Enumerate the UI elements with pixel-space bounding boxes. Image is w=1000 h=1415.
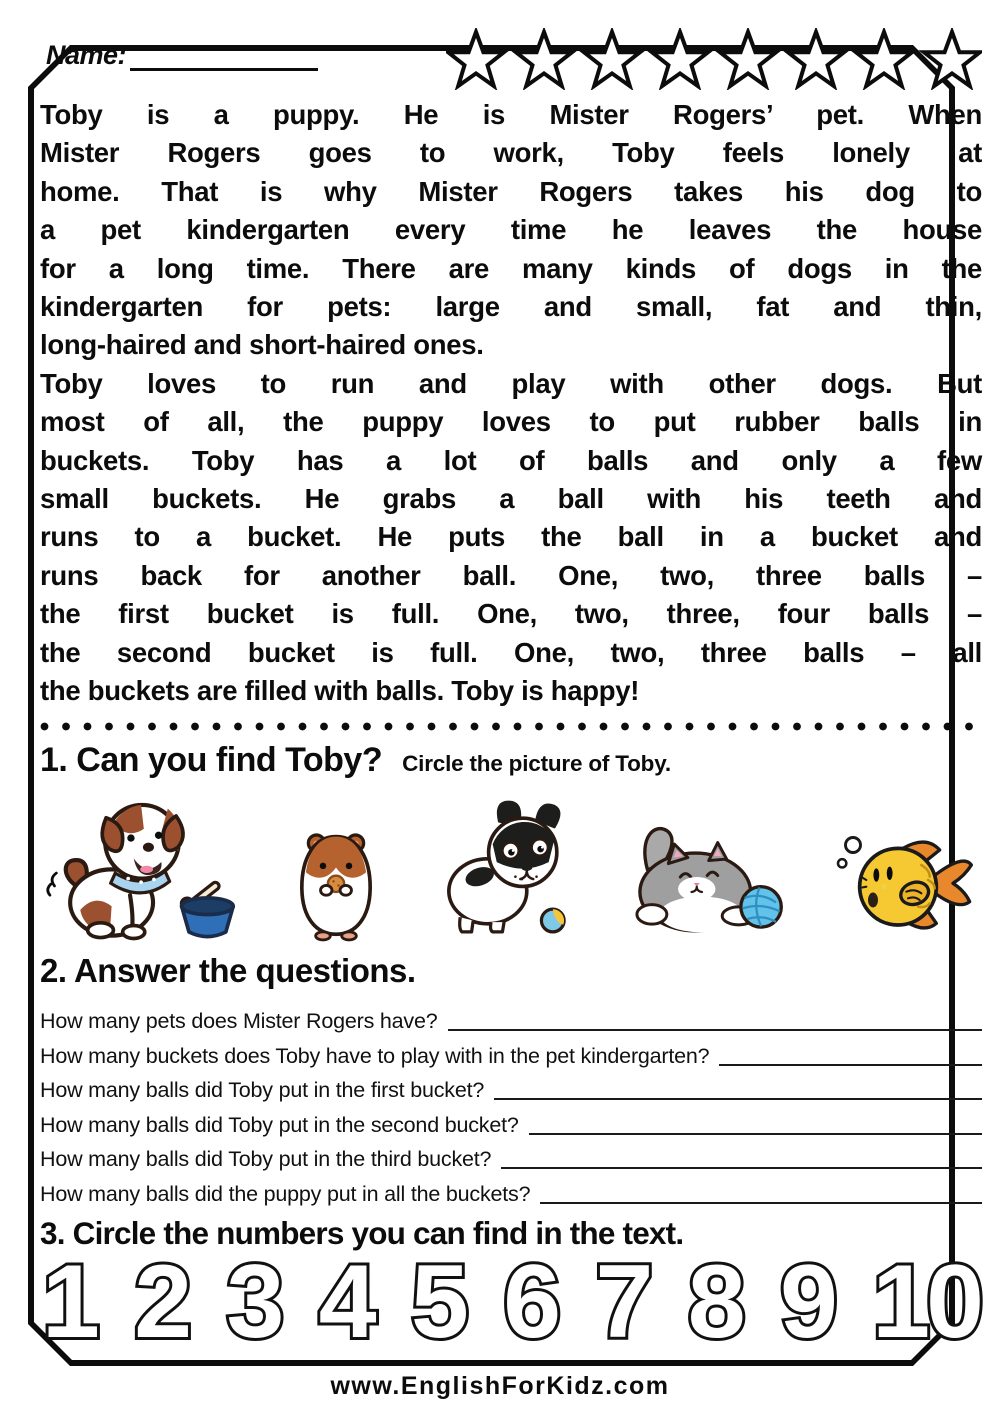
star-icon[interactable] [448,32,504,86]
story-paragraph-2 [40,365,982,711]
story-line: Toby loves to run and play with other dogs. But [40,367,982,399]
pet-option-hamster[interactable] [284,822,388,944]
french-bulldog-icon [431,798,569,944]
pet-option-cat[interactable] [613,816,785,944]
story-line: home. That is why Mister Rogers takes his dog to [40,175,982,207]
answer-blank-line[interactable] [719,1064,982,1066]
name-input-line[interactable] [130,41,318,71]
story-line: the second bucket is full. One, two, three balls – all [40,636,982,668]
name-label: Name: [46,40,127,70]
circle-number[interactable]: 2 [134,1243,189,1360]
pet-option-puppy[interactable] [44,792,240,944]
answer-blank-line[interactable] [494,1098,982,1100]
question-text: How many balls did Toby put in the third bucket? [40,1147,492,1171]
puppy-icon [44,792,240,944]
name-field [46,40,318,71]
circle-number[interactable]: 8 [687,1243,742,1360]
circle-number[interactable]: 7 [595,1243,650,1360]
star-icon[interactable] [584,32,640,86]
question-row [40,1034,982,1069]
star-icon[interactable] [720,32,776,86]
question-row [40,1172,982,1207]
question-row [40,1069,982,1104]
dotted-separator [40,722,980,731]
story-line: Mister Rogers goes to work, Toby feels lonely at [40,137,982,169]
story-line: buckets. Toby has a lot of balls and only a few [40,444,982,476]
circle-number[interactable]: 6 [503,1243,558,1360]
cat-icon [613,816,785,944]
questions-list [40,1000,982,1207]
story-line: most of all, the puppy loves to put rubber balls in [40,406,982,438]
pet-option-fish[interactable] [828,826,978,944]
circle-number[interactable]: 10 [872,1243,980,1360]
answer-blank-line[interactable] [529,1133,982,1135]
story-line: kindergarten for pets: large and small, fat and thin, [40,291,982,323]
pet-options-row [40,786,982,944]
question-row [40,1103,982,1138]
circle-number[interactable]: 3 [226,1243,281,1360]
question-text: How many balls did Toby put in the first bucket? [40,1078,485,1102]
hamster-icon [284,822,388,944]
question-text: How many pets does Mister Rogers have? [40,1009,438,1033]
story-line: the buckets are filled with balls. Toby is happy! [40,675,640,707]
rating-stars [446,28,982,90]
story-paragraph-1 [40,96,982,365]
story-line: for a long time. There are many kinds of dogs in the [40,252,982,284]
story-line: the first bucket is full. One, two, three, four balls – [40,598,982,630]
pet-option-french-bulldog[interactable] [431,798,569,944]
section1-heading [40,741,982,780]
story-line: a pet kindergarten every time he leaves the house [40,214,982,246]
question-text: How many buckets does Toby have to play with in the pet kindergarten? [40,1043,710,1068]
star-row-icon [446,28,982,90]
story-line: long-haired and short-haired ones. [40,329,484,361]
question-row [40,1138,982,1173]
section1-instruction: Circle the picture of Toby. [402,750,671,776]
answer-blank-line[interactable] [501,1167,982,1169]
question-row [40,1000,982,1035]
star-icon[interactable] [856,32,912,86]
section2-title: 2. Answer the questions. [40,951,416,989]
story-line: small buckets. He grabs a ball with his teeth and [40,483,982,515]
fish-icon [828,826,978,944]
numbers-row [40,1243,982,1360]
story-line: runs to a bucket. He puts the ball in a bucket and [40,521,982,553]
story-line: Toby is a puppy. He is Mister Rogers’ pet. When [40,99,982,130]
question-text: How many balls did Toby put in the second bucket? [40,1112,519,1137]
star-icon[interactable] [516,32,572,86]
star-icon[interactable] [652,32,708,86]
star-icon[interactable] [788,32,844,86]
circle-number[interactable]: 5 [411,1243,465,1360]
circle-number[interactable]: 9 [780,1243,834,1360]
worksheet-content [40,26,982,1360]
story-text [40,96,982,711]
story-line: runs back for another ball. One, two, three balls – [40,559,982,591]
header-row [40,26,982,88]
star-icon[interactable] [924,32,980,86]
question-text: How many balls did the puppy put in all the buckets? [40,1181,531,1206]
section3-title: 3. Circle the numbers you can find in the text. [40,1214,684,1251]
footer-website: www.EnglishForKidz.com [330,1372,670,1400]
answer-blank-line[interactable] [540,1202,982,1204]
circle-number[interactable]: 4 [318,1243,373,1360]
section1-title: 1. Can you find Toby? [40,740,383,779]
answer-blank-line[interactable] [448,1029,983,1031]
circle-number[interactable]: 1 [42,1243,96,1360]
